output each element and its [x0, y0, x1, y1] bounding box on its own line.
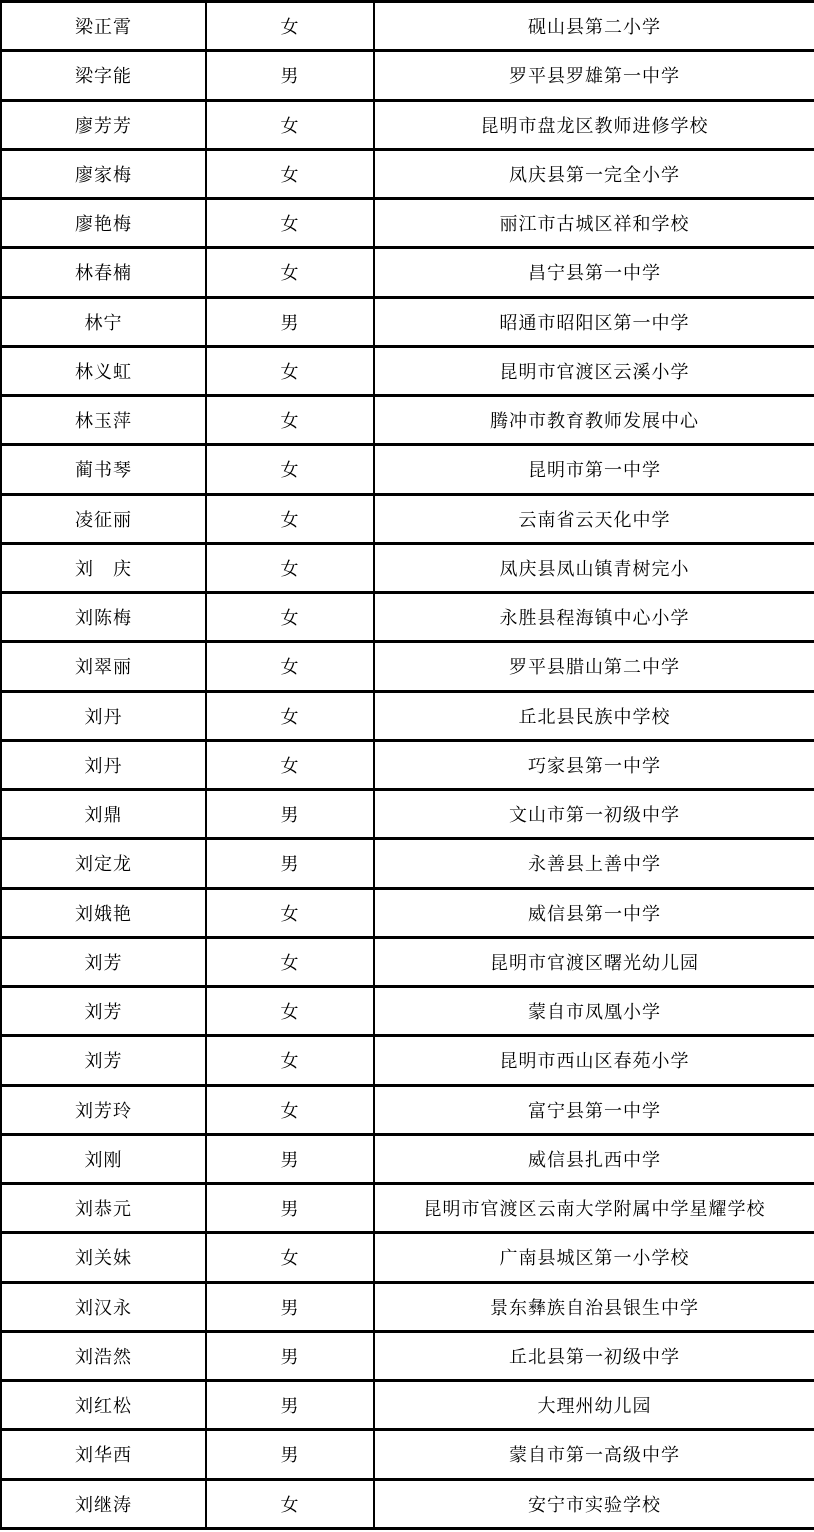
gender-cell: 女: [206, 593, 374, 642]
teacher-name-cell: 刘华西: [1, 1430, 206, 1479]
gender-cell: 女: [206, 248, 374, 297]
teacher-name-cell: 刘刚: [1, 1134, 206, 1183]
gender-cell: 女: [206, 740, 374, 789]
gender-cell: 女: [206, 1479, 374, 1529]
gender-cell: 女: [206, 937, 374, 986]
gender-cell: 女: [206, 543, 374, 592]
gender-cell: 女: [206, 199, 374, 248]
teacher-name-cell: 蔺书琴: [1, 445, 206, 494]
teacher-name-cell: 刘定龙: [1, 839, 206, 888]
school-cell: 大理州幼儿园: [374, 1381, 814, 1430]
table-row: [1, 149, 814, 198]
school-cell: 蒙自市凤凰小学: [374, 987, 814, 1036]
gender-cell: 女: [206, 642, 374, 691]
teacher-name-cell: 廖芳芳: [1, 100, 206, 149]
table-row: [1, 1036, 814, 1085]
gender-cell: 男: [206, 1430, 374, 1479]
school-cell: 昆明市官渡区云南大学附属中学星耀学校: [374, 1184, 814, 1233]
school-cell: 丘北县第一初级中学: [374, 1331, 814, 1380]
teacher-name-cell: 刘丹: [1, 740, 206, 789]
gender-cell: 女: [206, 1085, 374, 1134]
school-cell: 昆明市第一中学: [374, 445, 814, 494]
table-row: [1, 1233, 814, 1282]
table-row: [1, 297, 814, 346]
table-row: [1, 642, 814, 691]
teacher-name-cell: 凌征丽: [1, 494, 206, 543]
school-cell: 云南省云天化中学: [374, 494, 814, 543]
table-body: [1, 2, 814, 1529]
table-row: [1, 740, 814, 789]
table-row: [1, 543, 814, 592]
table-row: [1, 1134, 814, 1183]
school-cell: 昭通市昭阳区第一中学: [374, 297, 814, 346]
gender-cell: 男: [206, 790, 374, 839]
teacher-name-cell: 刘汉永: [1, 1282, 206, 1331]
gender-cell: 女: [206, 691, 374, 740]
gender-cell: 男: [206, 51, 374, 100]
teacher-name-cell: 刘芳: [1, 937, 206, 986]
table-row: [1, 1479, 814, 1529]
teacher-name-cell: 刘继涛: [1, 1479, 206, 1529]
teacher-name-cell: 林义虹: [1, 346, 206, 395]
teacher-name-cell: 刘娥艳: [1, 888, 206, 937]
teacher-name-cell: 林玉萍: [1, 396, 206, 445]
teacher-name-cell: 刘浩然: [1, 1331, 206, 1380]
teacher-name-cell: 刘 庆: [1, 543, 206, 592]
school-cell: 富宁县第一中学: [374, 1085, 814, 1134]
table-row: [1, 2, 814, 51]
table-row: [1, 987, 814, 1036]
table-row: [1, 1430, 814, 1479]
table-row: [1, 1184, 814, 1233]
teacher-name-cell: 廖艳梅: [1, 199, 206, 248]
gender-cell: 男: [206, 1134, 374, 1183]
gender-cell: 女: [206, 888, 374, 937]
table-row: [1, 593, 814, 642]
school-cell: 巧家县第一中学: [374, 740, 814, 789]
school-cell: 砚山县第二小学: [374, 2, 814, 51]
table-row: [1, 1381, 814, 1430]
school-cell: 罗平县腊山第二中学: [374, 642, 814, 691]
gender-cell: 女: [206, 346, 374, 395]
school-cell: 昆明市盘龙区教师进修学校: [374, 100, 814, 149]
teacher-name-cell: 刘芳: [1, 1036, 206, 1085]
school-cell: 威信县扎西中学: [374, 1134, 814, 1183]
school-cell: 丽江市古城区祥和学校: [374, 199, 814, 248]
school-cell: 蒙自市第一高级中学: [374, 1430, 814, 1479]
school-cell: 景东彝族自治县银生中学: [374, 1282, 814, 1331]
gender-cell: 女: [206, 149, 374, 198]
teacher-name-cell: 林春楠: [1, 248, 206, 297]
table-row: [1, 1085, 814, 1134]
school-cell: 腾冲市教育教师发展中心: [374, 396, 814, 445]
teacher-name-cell: 梁正霄: [1, 2, 206, 51]
table-row: [1, 691, 814, 740]
table-row: [1, 888, 814, 937]
teacher-name-cell: 刘红松: [1, 1381, 206, 1430]
table-row: [1, 1282, 814, 1331]
school-cell: 威信县第一中学: [374, 888, 814, 937]
teacher-name-cell: 刘陈梅: [1, 593, 206, 642]
gender-cell: 男: [206, 839, 374, 888]
teacher-name-cell: 刘鼎: [1, 790, 206, 839]
table-row: [1, 839, 814, 888]
table-row: [1, 445, 814, 494]
gender-cell: 女: [206, 2, 374, 51]
gender-cell: 女: [206, 396, 374, 445]
gender-cell: 女: [206, 494, 374, 543]
table-row: [1, 199, 814, 248]
teacher-name-cell: 刘芳: [1, 987, 206, 1036]
table-row: [1, 396, 814, 445]
gender-cell: 女: [206, 987, 374, 1036]
gender-cell: 男: [206, 1331, 374, 1380]
teacher-name-cell: 廖家梅: [1, 149, 206, 198]
school-cell: 丘北县民族中学校: [374, 691, 814, 740]
gender-cell: 男: [206, 1381, 374, 1430]
gender-cell: 男: [206, 297, 374, 346]
teacher-name-cell: 林宁: [1, 297, 206, 346]
gender-cell: 女: [206, 445, 374, 494]
school-cell: 文山市第一初级中学: [374, 790, 814, 839]
school-cell: 昌宁县第一中学: [374, 248, 814, 297]
table-row: [1, 494, 814, 543]
table-row: [1, 248, 814, 297]
gender-cell: 女: [206, 100, 374, 149]
teacher-name-cell: 刘关妹: [1, 1233, 206, 1282]
table-row: [1, 100, 814, 149]
teacher-name-cell: 梁字能: [1, 51, 206, 100]
school-cell: 广南县城区第一小学校: [374, 1233, 814, 1282]
teacher-name-cell: 刘丹: [1, 691, 206, 740]
teacher-name-cell: 刘芳玲: [1, 1085, 206, 1134]
gender-cell: 女: [206, 1036, 374, 1085]
table-row: [1, 790, 814, 839]
school-cell: 罗平县罗雄第一中学: [374, 51, 814, 100]
table-row: [1, 937, 814, 986]
school-cell: 永善县上善中学: [374, 839, 814, 888]
school-cell: 凤庆县第一完全小学: [374, 149, 814, 198]
school-cell: 安宁市实验学校: [374, 1479, 814, 1529]
gender-cell: 女: [206, 1233, 374, 1282]
table-row: [1, 346, 814, 395]
school-cell: 永胜县程海镇中心小学: [374, 593, 814, 642]
school-cell: 昆明市西山区春苑小学: [374, 1036, 814, 1085]
teacher-name-cell: 刘恭元: [1, 1184, 206, 1233]
teacher-name-cell: 刘翠丽: [1, 642, 206, 691]
school-cell: 凤庆县凤山镇青树完小: [374, 543, 814, 592]
table-row: [1, 51, 814, 100]
gender-cell: 男: [206, 1184, 374, 1233]
table-row: [1, 1331, 814, 1380]
gender-cell: 男: [206, 1282, 374, 1331]
school-cell: 昆明市官渡区曙光幼儿园: [374, 937, 814, 986]
school-cell: 昆明市官渡区云溪小学: [374, 346, 814, 395]
